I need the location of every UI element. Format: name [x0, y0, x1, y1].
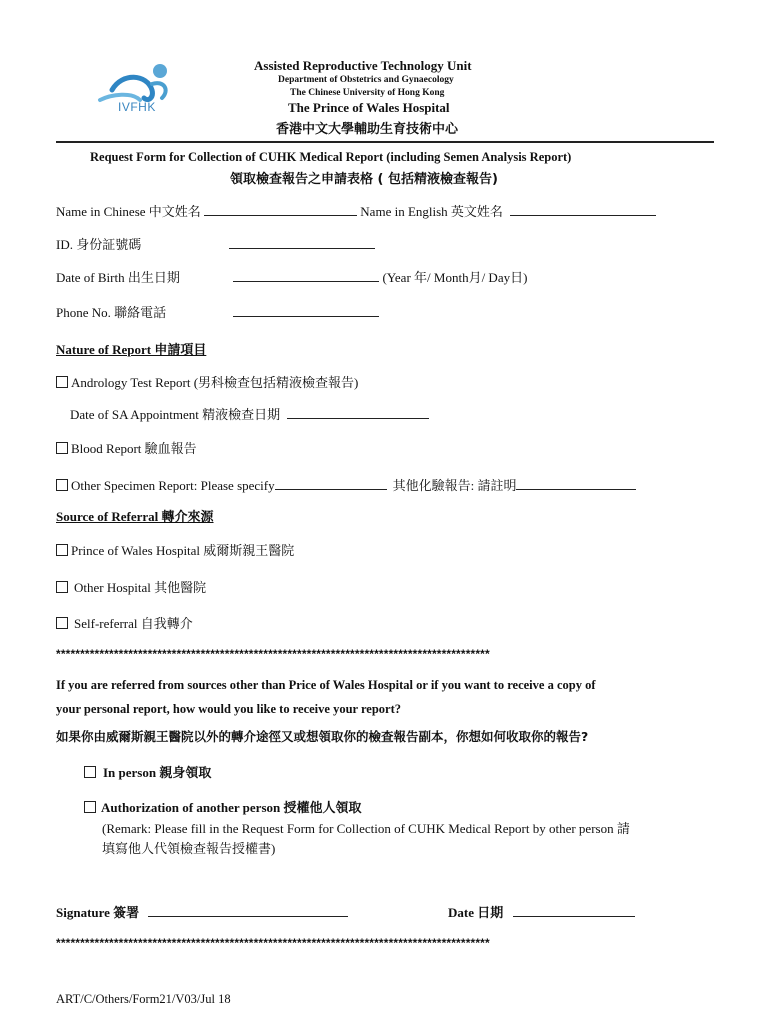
dob-input[interactable] [233, 269, 379, 282]
in-person-option[interactable] [84, 762, 211, 781]
sa-date-input[interactable] [287, 406, 429, 419]
authorization-label: Authorization of another person 授權他人領取 [101, 800, 362, 815]
department-name: Department of Obstetrics and Gynaecology [278, 75, 454, 85]
hospital-name: The Prince of Wales Hospital [288, 100, 450, 115]
pwh-label: Prince of Wales Hospital 威爾斯親王醫院 [71, 543, 295, 558]
dob-label: Date of Birth 出生日期 [56, 270, 180, 285]
form-title-zh: 領取檢查報告之申請表格 ( 包括精液檢查報告) [230, 172, 498, 187]
header-divider [56, 141, 714, 143]
question-line-1: If you are referred from sources other than Price of Wales Hospital or if you want to receive a copy of [56, 678, 596, 692]
sa-date-row [70, 404, 429, 423]
date-input[interactable] [513, 904, 635, 917]
logo-text: IVFHK [118, 100, 156, 114]
phone-input[interactable] [233, 304, 379, 317]
separator-bottom: ****************************************************************************************** [56, 936, 490, 950]
remark-line-2: 填寫他人代領檢查報告授權書) [102, 841, 276, 856]
dob-format-hint: (Year 年/ Month月/ Day日) [382, 270, 528, 285]
id-row [56, 234, 375, 253]
other-specimen-input[interactable] [275, 477, 387, 490]
separator-top: ****************************************************************************************** [56, 647, 490, 661]
blood-checkbox[interactable] [56, 442, 68, 454]
self-referral-option[interactable] [56, 613, 193, 632]
centre-chinese-name: 香港中文大學輔助生育技術中心 [276, 122, 459, 137]
name-english-label: Name in English 英文姓名 [360, 204, 503, 219]
blood-label: Blood Report 驗血報告 [71, 441, 197, 456]
date-row [448, 902, 635, 921]
self-referral-checkbox[interactable] [56, 617, 68, 629]
andrology-option[interactable] [56, 372, 358, 391]
authorization-checkbox[interactable] [84, 801, 96, 813]
other-specimen-zh-input[interactable] [516, 477, 636, 490]
in-person-checkbox[interactable] [84, 766, 96, 778]
nature-heading: Nature of Report 申請項目 [56, 342, 207, 357]
signature-row [56, 902, 348, 921]
authorization-option[interactable] [84, 797, 361, 816]
name-chinese-label: Name in Chinese 中文姓名 [56, 204, 201, 219]
ivfhk-logo [92, 60, 192, 118]
signature-label: Signature 簽署 [56, 905, 140, 920]
sa-date-label: Date of SA Appointment 精液檢查日期 [70, 407, 281, 422]
university-name: The Chinese University of Hong Kong [290, 88, 445, 98]
blood-option[interactable] [56, 438, 197, 457]
other-hospital-label: Other Hospital 其他醫院 [74, 580, 207, 595]
andrology-checkbox[interactable] [56, 376, 68, 388]
other-specimen-zh-label: 其他化驗報告: 請註明 [392, 478, 517, 493]
question-line-2: your personal report, how would you like to receive your report? [56, 702, 402, 716]
phone-label: Phone No. 聯絡電話 [56, 305, 167, 320]
source-heading: Source of Referral 轉介來源 [56, 509, 214, 524]
form-code: ART/C/Others/Form21/V03/Jul 18 [56, 992, 231, 1006]
other-hospital-option[interactable] [56, 577, 206, 596]
unit-name: Assisted Reproductive Technology Unit [254, 58, 472, 73]
id-input[interactable] [229, 236, 375, 249]
remark-line-1: (Remark: Please fill in the Request Form for Collection of CUHK Medical Report by other person 請 [102, 821, 630, 836]
name-chinese-row [56, 201, 656, 220]
dob-row [56, 267, 527, 286]
other-specimen-checkbox[interactable] [56, 479, 68, 491]
name-english-input[interactable] [510, 203, 656, 216]
other-hospital-checkbox[interactable] [56, 581, 68, 593]
question-zh: 如果你由威爾斯親王醫院以外的轉介途徑又或想領取你的檢查報告副本，你想如何收取你的報告? [56, 729, 589, 744]
form-title-en: Request Form for Collection of CUHK Medical Report (including Semen Analysis Report) [90, 150, 572, 164]
self-referral-label: Self-referral 自我轉介 [74, 616, 193, 631]
pwh-checkbox[interactable] [56, 544, 68, 556]
id-label: ID. 身份証號碼 [56, 237, 142, 252]
in-person-label: In person 親身領取 [103, 765, 212, 780]
other-specimen-label: Other Specimen Report: Please specify [71, 478, 275, 493]
date-label: Date 日期 [448, 905, 504, 920]
signature-input[interactable] [148, 904, 348, 917]
andrology-label: Andrology Test Report (男科檢查包括精液檢查報告) [71, 375, 359, 390]
name-chinese-input[interactable] [204, 203, 357, 216]
pwh-option[interactable] [56, 540, 294, 559]
phone-row [56, 302, 379, 321]
other-specimen-option[interactable] [56, 475, 636, 494]
